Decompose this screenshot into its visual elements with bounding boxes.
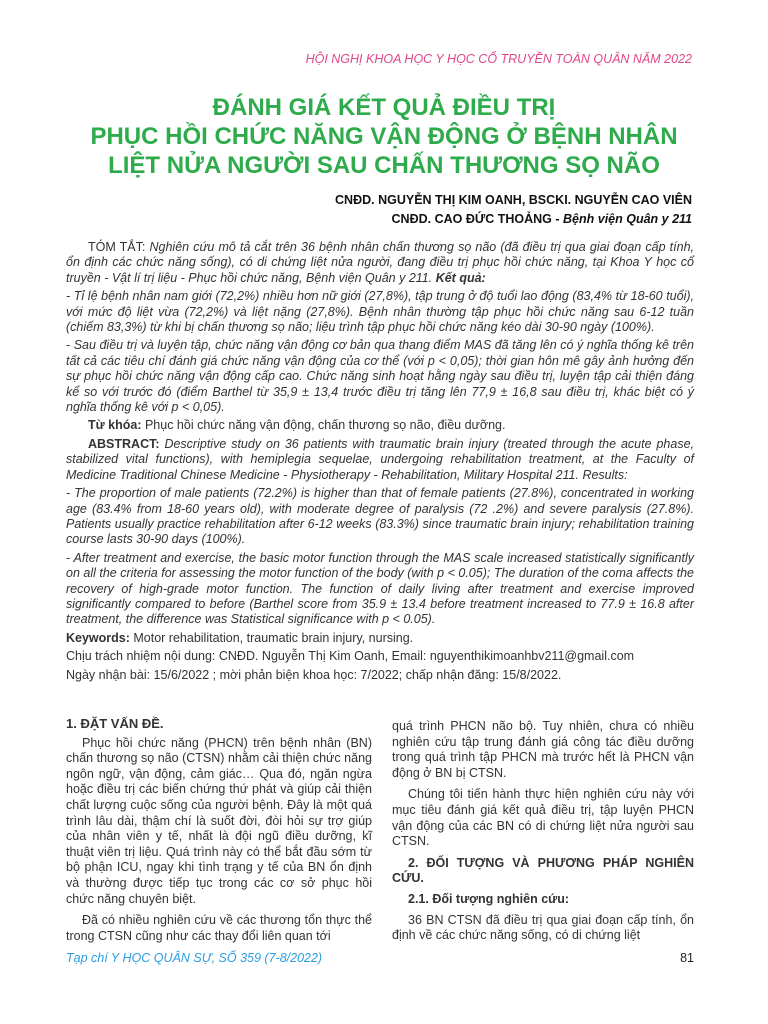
section-2-title: 2. ĐỐI TƯỢNG VÀ PHƯƠNG PHÁP NGHIÊN CỨU. — [392, 855, 694, 886]
title-line-1: ĐÁNH GIÁ KẾT QUẢ ĐIỀU TRỊ — [212, 94, 556, 121]
authors-line-1: CNĐD. NGUYỄN THỊ KIM OANH, BSCKI. NGUYỄN CAO VIÊN — [335, 193, 692, 207]
paragraph-2: Đã có nhiều nghiên cứu về các thương tổn thực thể trong CTSN cũng như các thay đổi liên quan tới — [66, 913, 372, 943]
abstract-vi-label: TÓM TẮT: — [88, 240, 146, 254]
article-title — [40, 93, 728, 180]
body-column-left — [66, 716, 372, 950]
authors-line-2: CNĐD. CAO ĐỨC THOẢNG - Bệnh viện Quân y 211 — [391, 212, 692, 226]
abstract-en-result-1: - The proportion of male patients (72.2%) is higher than that of female patients (27.8%), concentrated in working age (83.4% from 18-60 years old), with moderate degree of paralysis (72 .2%) and severe paralysis (27.8%). Patients usually practice rehabilitation after 6-12 weeks (83.3%) since traumatic brain injury; rehabilitation training course lasts 30-90 days (100%). — [66, 486, 694, 547]
abstract-en-label: ABSTRACT: — [88, 436, 160, 451]
paragraph-5: 36 BN CTSN đã điều trị qua giai đoạn cấp tính, ổn định về các chức năng sống, có di chứng liệt — [392, 912, 694, 943]
abstract-en-intro: ABSTRACT: Descriptive study on 36 patients with traumatic brain injury (treated through the acute phase, stabilized vital functions), with hemiplegia sequelae, undergoing rehabilitation treatment, at the Faculty of Medicine Traditional Chinese Medicine - Physiotherapy - Rehabilitation, Military Hospital 211. Results: — [66, 436, 694, 482]
paragraph-1: Phục hồi chức năng (PHCN) trên bệnh nhân (BN) chấn thương sọ não (CTSN) nhằm cải thiện chức năng ngôn ngữ, vận động, cảm giác… Qua đó, ngăn ngừa hoặc điều trị các biến chứng thứ phát và giúp cải thiện chất lượng cuộc sống của người bệnh. Đây là một quá trình lâu dài, thậm chí là suốt đời, đòi hỏi sự trợ giúp của nhân viên y tế, nhất là đội ngũ điều dưỡng, kĩ thuật viên trị liệu. Quá trình này có thể bắt đầu sớm từ bộ phận ICU, ngay khi tình trạng y tế của BN ổn định và thường được tiếp tục trong các cơ sở phục hồi chức năng chuyên biệt. — [66, 735, 372, 906]
author-affiliation: Bệnh viện Quân y 211 — [563, 212, 692, 226]
paragraph-4: Chúng tôi tiến hành thực hiện nghiên cứu này với mục tiêu đánh giá kết quả điều trị, tập luyện PHCN vận động của các BN có di chứng liệt nửa người sau CTSN. — [392, 787, 694, 849]
abstract-vi-intro: TÓM TẮT: Nghiên cứu mô tả cắt trên 36 bệnh nhân chấn thương sọ não (đã điều trị qua giai đoạn cấp tính, ổn định các chức năng sống), có di chứng liệt nửa người, đang điều trị phục hồi chức năng, tại Khoa Y học cổ truyền - Vật lí trị liệu - Phục hồi chức năng, Bệnh viện Quân y 211. Kết quả: — [66, 240, 694, 285]
abstract-block — [66, 240, 694, 686]
conference-header: HỘI NGHỊ KHOA HỌC Y HỌC CỔ TRUYỀN TOÀN QUÂN NĂM 2022 — [305, 52, 692, 66]
abstract-en-result-2: - After treatment and exercise, the basic motor function through the MAS scale increased statistically significantly on all the criteria for assessing the motor function of the body (with p < 0.05); The duration of the coma affects the recovery of high-grade motor function. The function of daily living after treatment and exercise improved significantly compared to before (Barthel score from 35.9 ± 13.4 before treatment increased to 77.9 ± 16.8 after treatment, the difference was Statistical significance with p < 0.05). — [66, 550, 694, 627]
journal-footer: Tạp chí Y HỌC QUÂN SỰ, SỐ 359 (7-8/2022) — [66, 951, 323, 965]
authors — [40, 191, 692, 229]
title-line-3: LIỆT NỬA NGƯỜI SAU CHẤN THƯƠNG SỌ NÃO — [108, 152, 660, 179]
page-number: 81 — [680, 951, 694, 965]
submission-dates: Ngày nhận bài: 15/6/2022 ; mời phản biện khoa học: 7/2022; chấp nhận đăng: 15/8/2022. — [66, 667, 562, 682]
responsible-author: Chịu trách nhiệm nội dung: CNĐD. Nguyễn Thị Kim Oanh, Email: nguyenthikimoanhbv211@gmail.com — [66, 649, 635, 664]
abstract-vi-result-2: - Sau điều trị và luyện tập, chức năng vận động cơ bản qua thang điểm MAS đã tăng lên có ý nghĩa thống kê trên tất cả các tiêu chí đánh giá chức năng vận động của cơ thể (với p < 0,05); thời gian hôn mê gây ảnh hưởng đến sự phục hồi chức năng vận động cấp cao. Chức năng sinh hoạt hằng ngày sau điều trị, luyện tập cải thiện đáng kể so với trước đó (điểm Barthel từ 35,9 ± 13,4 trước điều trị tăng lên 77,9 ± 16,8 sau điều trị, khác biệt có ý nghĩa thống kê với p < 0,05). — [66, 338, 694, 415]
keywords-en: Keywords: Motor rehabilitation, traumatic brain injury, nursing. — [66, 630, 414, 645]
keywords-vi: Từ khóa: Phục hồi chức năng vận động, chấn thương sọ não, điều dưỡng. — [88, 418, 506, 433]
paragraph-3: quá trình PHCN não bộ. Tuy nhiên, chưa có nhiều nghiên cứu tập trung đánh giá công tác điều dưỡng trong quá trình tập PHCN mà trước hết là PHCN vận động ở BN bị CTSN. — [392, 719, 694, 780]
body-column-right — [392, 719, 694, 950]
title-line-2: PHỤC HỒI CHỨC NĂNG VẬN ĐỘNG Ở BỆNH NHÂN — [90, 123, 678, 150]
subsection-2-1-title: 2.1. Đối tượng nghiên cứu: — [408, 891, 570, 906]
section-1-title: 1. ĐẶT VẤN ĐỀ. — [66, 716, 164, 731]
abstract-vi-result-1: - Tỉ lệ bệnh nhân nam giới (72,2%) nhiều hơn nữ giới (27,8%), tập trung ở độ tuổi lao động (83,4% từ 18-60 tuổi), với mức độ liệt vừa (72,2%) và liệt nặng (27,8%). Bệnh nhân thường tập phục hồi chức năng sau 6-12 tuần (chiếm 83,3%) từ khi bị chấn thương sọ não; liệu trình tập phục hồi chức năng kéo dài 30-90 ngày (100%). — [66, 289, 694, 335]
